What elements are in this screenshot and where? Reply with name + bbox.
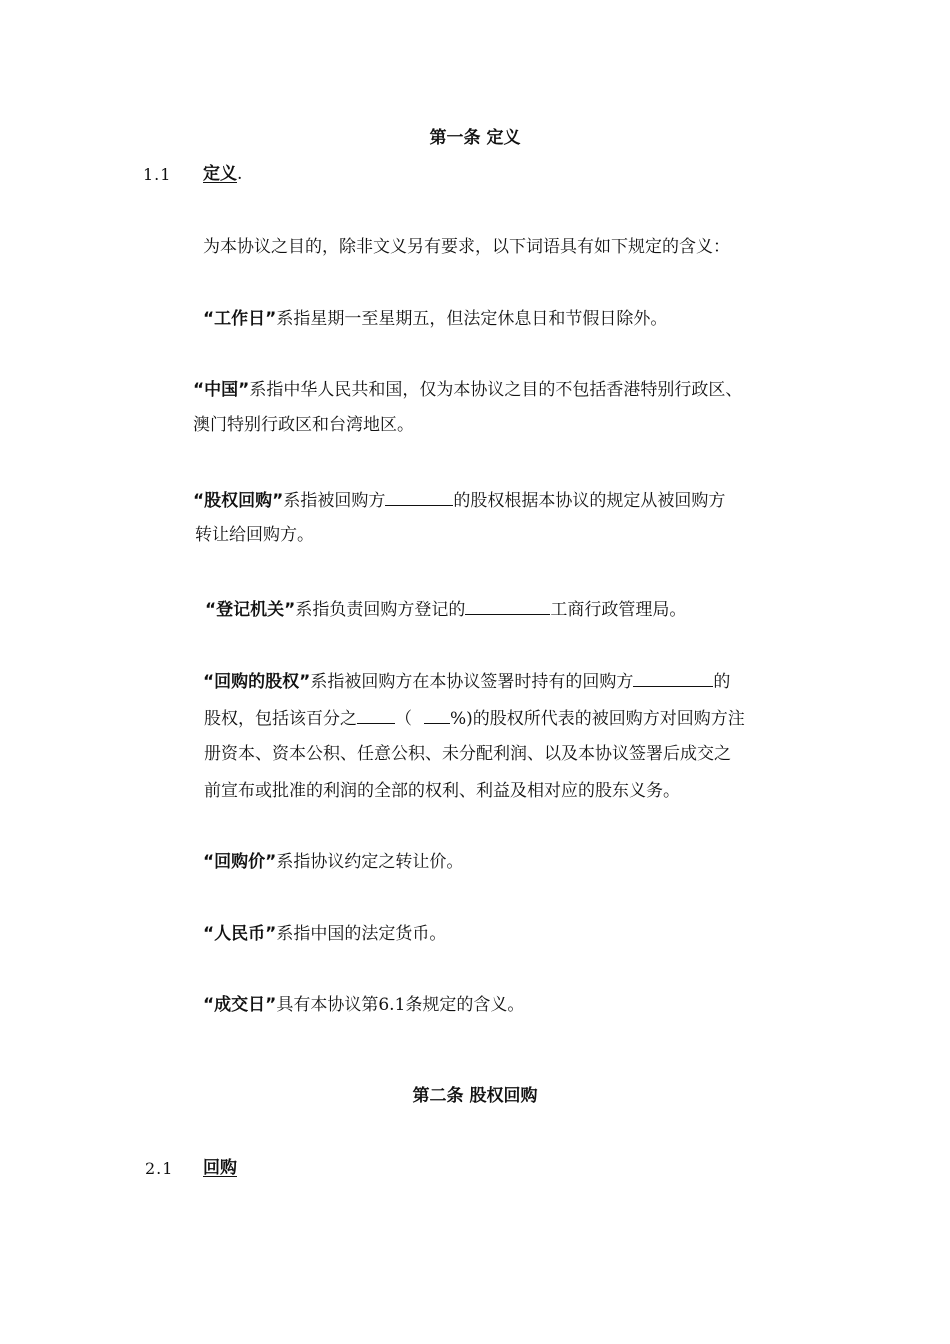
term-china: “中国” xyxy=(193,380,250,400)
section-1-1-suffix: . xyxy=(237,164,243,184)
text-equity-repurchase-line2: 转让给回购方。 xyxy=(195,525,314,545)
text-repurchased-equity-line1a: 系指被回购方在本协议签署时持有的回购方 xyxy=(310,672,634,692)
text-repurchase-price: 系指协议约定之转让价。 xyxy=(276,852,464,872)
section-2-1-title: 回购 xyxy=(203,1158,237,1178)
text-working-day: 系指星期一至星期五，但法定休息日和节假日除外。 xyxy=(276,309,668,329)
definition-closing-date xyxy=(203,995,524,1015)
text-china-line1: 系指中华人民共和国，仅为本协议之目的不包括香港特别行政区、 xyxy=(249,380,743,400)
section-1-1-title: 定义 xyxy=(203,164,237,184)
definition-registration-authority xyxy=(205,598,686,620)
text-repurchased-equity-line2a: 股权，包括该百分之 xyxy=(204,709,357,729)
article-1-title: 第一条 定义 xyxy=(429,128,521,148)
text-repurchased-equity-line2c: %)的股权所代表的被回购方对回购方注 xyxy=(450,709,745,729)
term-repurchased-equity: “回购的股权” xyxy=(203,672,311,692)
text-china-line2: 澳门特别行政区和台湾地区。 xyxy=(193,415,414,435)
term-repurchase-price: “回购价” xyxy=(203,852,277,872)
term-closing-date: “成交日” xyxy=(203,995,277,1015)
definitions-intro: 为本协议之目的，除非文义另有要求，以下词语具有如下规定的含义： xyxy=(203,237,730,257)
section-2-1-number: 2.1 xyxy=(145,1159,174,1178)
text-repurchased-equity-line1b: 的 xyxy=(713,672,731,692)
blank-field-percent-words[interactable] xyxy=(357,707,395,724)
section-1-1-number: 1.1 xyxy=(143,165,172,184)
blank-field-percent-number[interactable] xyxy=(424,707,450,724)
term-rmb: “人民币” xyxy=(203,924,277,944)
text-rmb: 系指中国的法定货币。 xyxy=(276,924,447,944)
text-equity-repurchase-b: 的股权根据本协议的规定从被回购方 xyxy=(453,491,726,511)
term-registration-authority: “登记机关” xyxy=(205,600,296,620)
text-registration-authority-a: 系指负责回购方登记的 xyxy=(295,600,466,620)
term-working-day: “工作日” xyxy=(203,309,277,329)
definition-repurchased-equity xyxy=(203,670,730,692)
repurchased-equity-line2 xyxy=(204,707,745,729)
text-closing-date: 具有本协议第6.1条规定的含义。 xyxy=(276,995,525,1015)
definition-equity-repurchase xyxy=(193,489,725,511)
text-equity-repurchase-a: 系指被回购方 xyxy=(283,491,386,511)
text-repurchased-equity-line3: 册资本、资本公积、任意公积、未分配利润、以及本协议签署后成交之 xyxy=(204,744,731,764)
text-repurchased-equity-line4: 前宣布或批准的利润的全部的权利、利益及相对应的股东义务。 xyxy=(204,781,680,801)
blank-field-registration-place[interactable] xyxy=(465,598,550,615)
blank-field-repurchased-party[interactable] xyxy=(385,489,453,506)
definition-repurchase-price xyxy=(203,852,463,872)
definition-working-day xyxy=(203,309,667,329)
definition-china xyxy=(193,380,742,400)
article-2-title: 第二条 股权回购 xyxy=(412,1086,538,1106)
section-1-1-heading xyxy=(203,164,242,184)
text-repurchased-equity-line2b: （ xyxy=(395,709,412,729)
section-2-1-heading xyxy=(203,1158,237,1178)
blank-field-company[interactable] xyxy=(633,670,713,687)
term-equity-repurchase: “股权回购” xyxy=(193,491,284,511)
definition-rmb xyxy=(203,924,446,944)
text-registration-authority-b: 工商行政管理局。 xyxy=(550,600,687,620)
